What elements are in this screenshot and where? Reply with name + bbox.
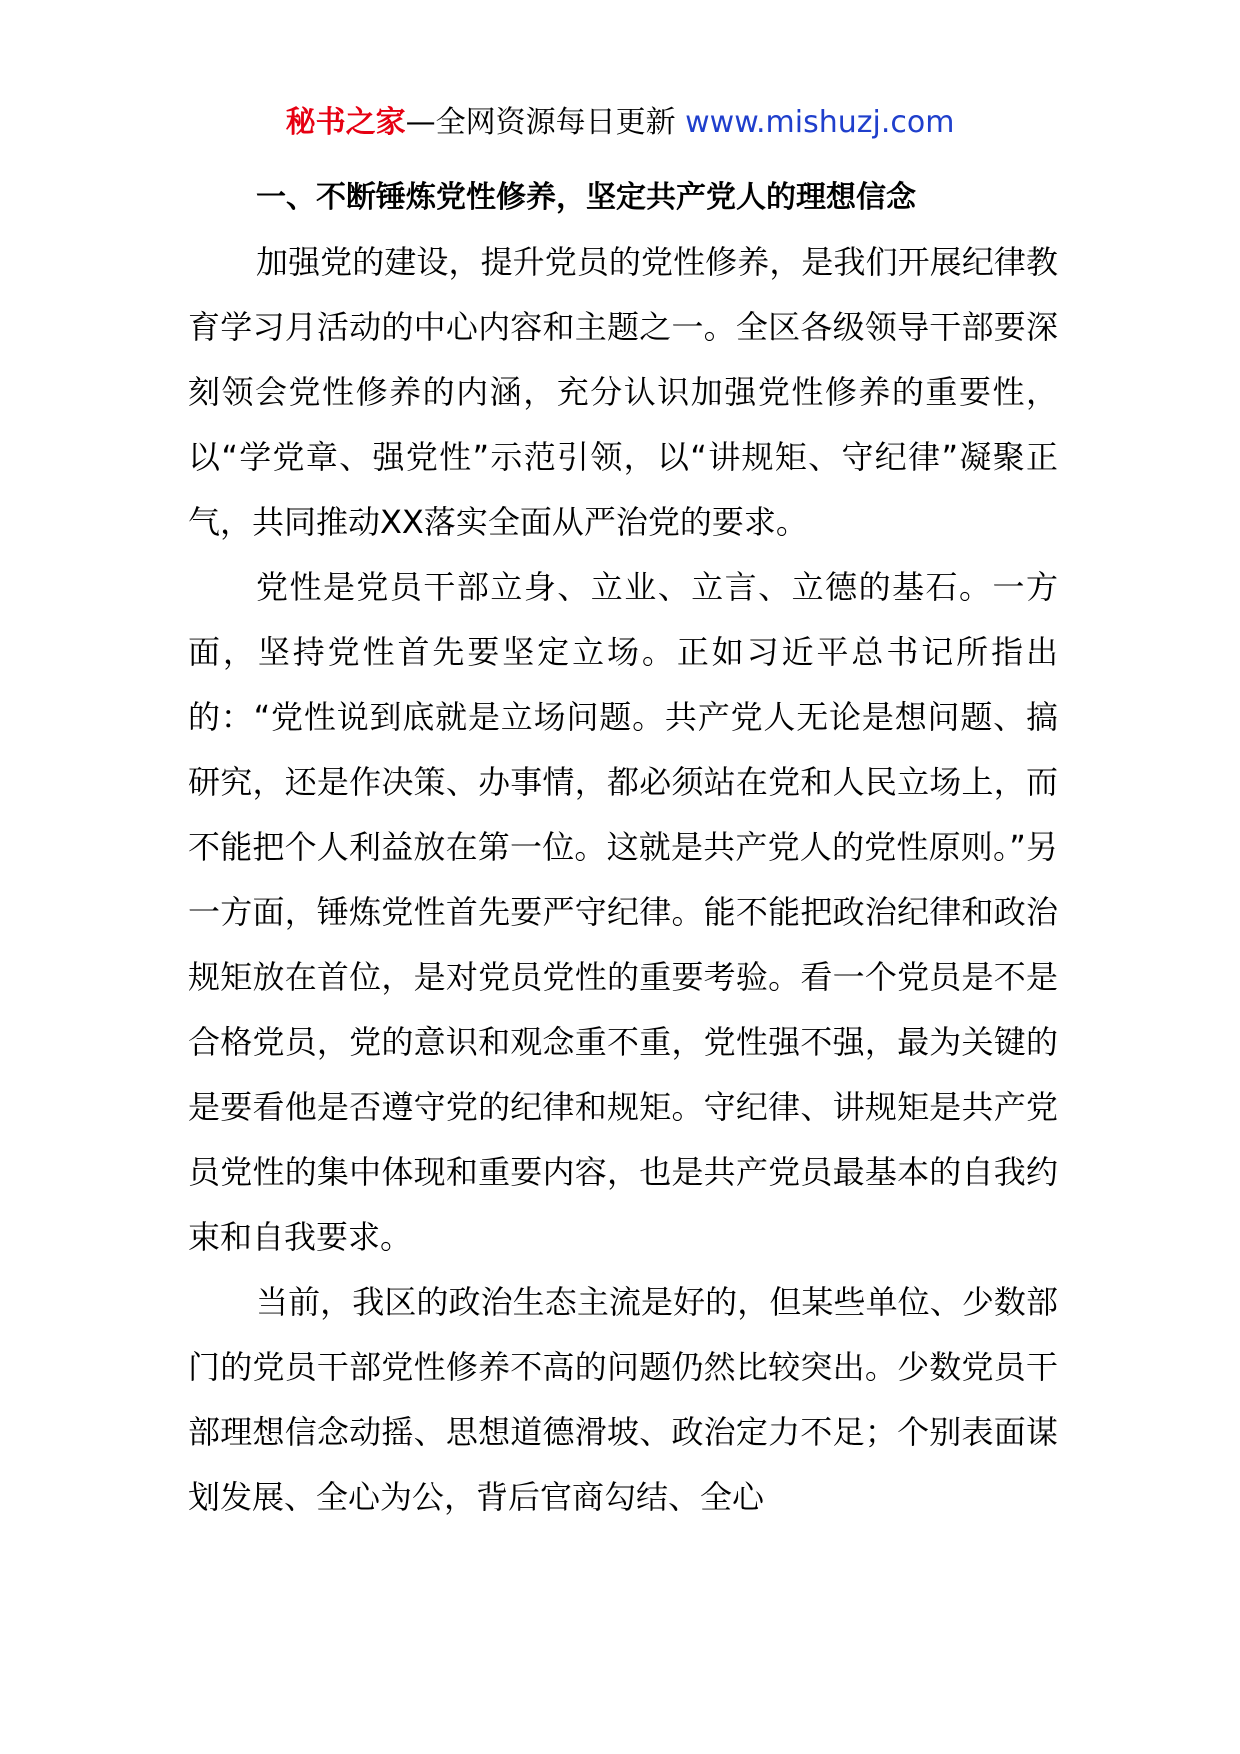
- section-heading: 一、不断锤炼党性修养，坚定共产党人的理想信念: [256, 180, 916, 215]
- site-header: [0, 100, 1240, 146]
- document-body: [188, 165, 1058, 1530]
- paragraph-1: 加强党的建设，提升党员的党性修养，是我们开展纪律教育学习月活动的中心内容和主题之一。全区各级领导干部要深刻领会党性修养的内涵，充分认识加强党性修养的重要性，以“学党章、强党性”示范引领，以“讲规矩、守纪律”凝聚正气，共同推动XX落实全面从严治党的要求。: [188, 243, 1058, 541]
- site-brand: 秘书之家: [285, 105, 406, 140]
- site-url-link[interactable]: www.mishuzj.com: [685, 105, 955, 140]
- site-tagline: —全网资源每日更新: [405, 105, 676, 140]
- paragraph-3: 当前，我区的政治生态主流是好的，但某些单位、少数部门的党员干部党性修养不高的问题仍然比较突出。少数党员干部理想信念动摇、思想道德滑坡、政治定力不足；个别表面谋划发展、全心为公，背后官商勾结、全心: [188, 1283, 1058, 1516]
- paragraph-2: 党性是党员干部立身、立业、立言、立德的基石。一方面，坚持党性首先要坚定立场。正如习近平总书记所指出的：“党性说到底就是立场问题。共产党人无论是想问题、搞研究，还是作决策、办事情，都必须站在党和人民立场上，而不能把个人利益放在第一位。这就是共产党人的党性原则。”另一方面，锤炼党性首先要严守纪律。能不能把政治纪律和政治规矩放在首位，是对党员党性的重要考验。看一个党员是不是合格党员，党的意识和观念重不重，党性强不强，最为关键的是要看他是否遵守党的纪律和规矩。守纪律、讲规矩是共产党员党性的集中体现和重要内容，也是共产党员最基本的自我约束和自我要求。: [188, 568, 1058, 1256]
